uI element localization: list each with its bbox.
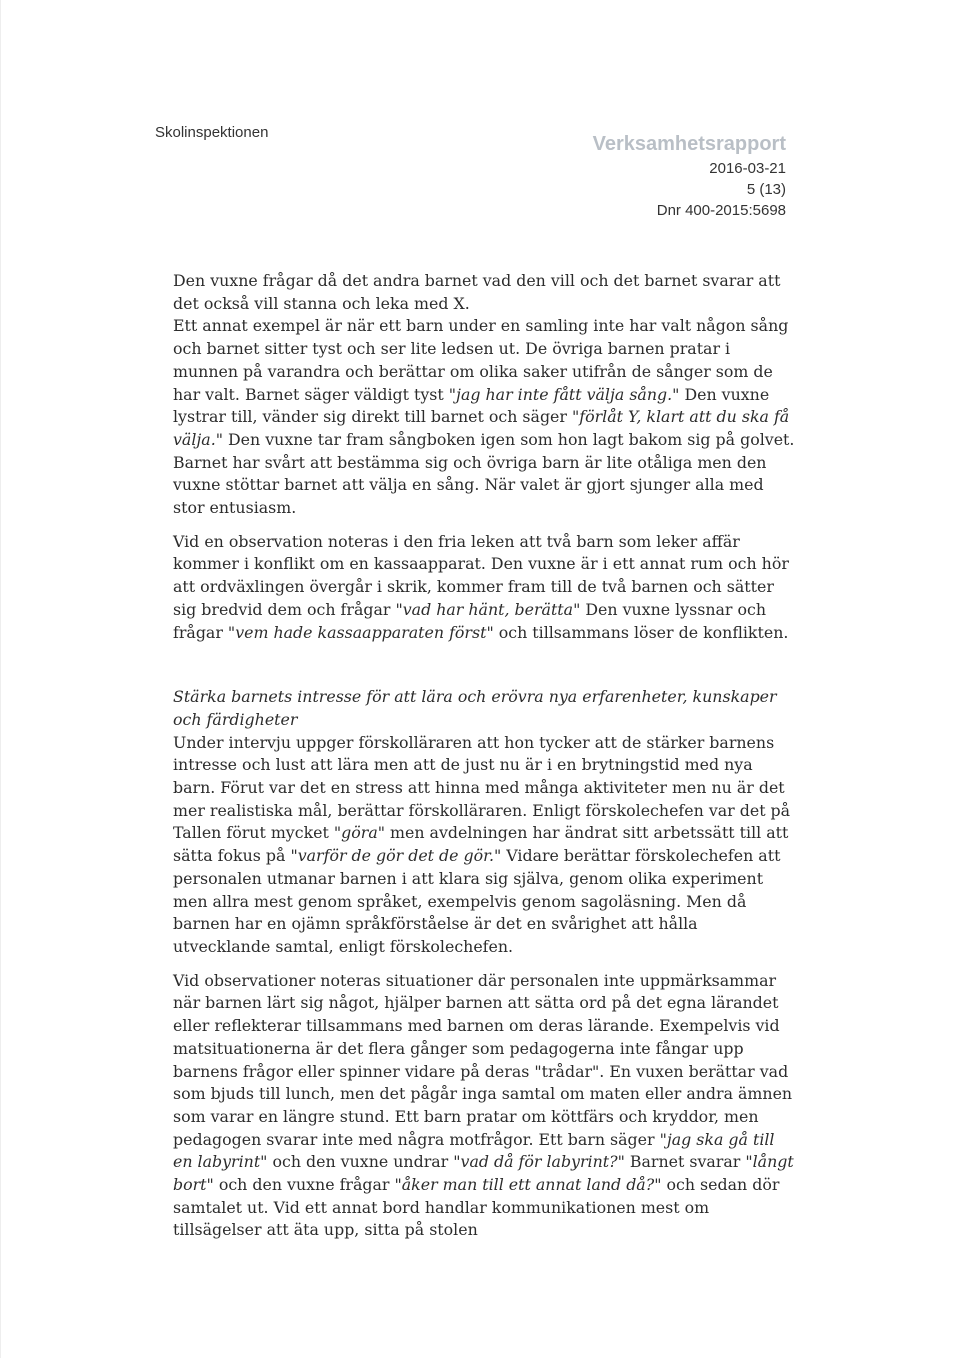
text-run: och sedan dör samtalet ut. Vid ett annat bord handlar kommunikationen mest om tillsägelser att äta upp, sitta på stolen	[173, 1175, 780, 1240]
quote: "göra"	[333, 823, 385, 843]
quote: "åker man till ett annat land då?"	[394, 1175, 662, 1195]
agency-name: Skolinspektionen	[155, 124, 269, 141]
text-run: Vid observationer noteras situationer där personalen inte uppmärksammar när barnen lärt sig något, hjälper barnen att sätta ord på det egna lärandet eller reflekterar tillsammans med barnen om deras lärande. Exempelvis vid matsituationerna är det flera gånger som pedagogerna inte fångar upp barnens frågor eller spinner vidare på deras "trådar". En vuxen berättar vad som bjuds till lunch, men det pågår inga samtal om maten eller andra ämnen som varar en längre stund. Ett barn pratar om köttfärs och kryddor, men pedagogen svarar inte med några motfrågor. Ett barn säger	[173, 970, 793, 1149]
quote: "vad då för labyrint?"	[453, 1152, 625, 1172]
quote: "förlåt Y, klart att du ska få välja."	[173, 407, 790, 449]
page-number: 5 (13)	[746, 181, 786, 198]
quote: "jag ska gå till en labyrint"	[173, 1129, 775, 1172]
document-date: 2016-03-21	[709, 160, 786, 177]
quote: "långt bort"	[173, 1152, 794, 1195]
text-run: Den vuxne lyssnar och frågar	[173, 599, 767, 642]
text-run: och den vuxne undrar	[267, 1152, 454, 1172]
document-title: Verksamhetsrapport	[592, 133, 786, 155]
quote: "varför de gör det de gör."	[290, 846, 502, 866]
document-header	[593, 130, 786, 221]
text-run: men avdelningen har ändrat sitt arbetssätt till att sätta fokus på	[173, 823, 789, 866]
paragraph-3	[173, 531, 795, 645]
paragraph-5	[173, 970, 795, 1242]
quote: "jag har inte fått välja sång."	[448, 384, 680, 404]
text-run: Under intervju uppger förskolläraren att hon tycker att de stärker barnens intresse och lust att lära men att de just nu är i en brytningstid med nya barn. Förut var det en stress att hinna med många aktiviteter men nu är det mer realistiska mål, berättar förskolläraren. Enligt förskolechefen var det på Tallen förut mycket	[173, 732, 791, 843]
quote: "vem hade kassaapparaten först"	[227, 622, 494, 642]
paragraph-1: Den vuxne frågar då det andra barnet vad den vill och det barnet svarar att det också vill stanna och leka med X.	[173, 271, 781, 313]
text-run: Vid en observation noteras i den fria leken att två barn som leker affär kommer i konflikt om en kassaapparat. Den vuxne är i ett annat rum och hör att ordväxlingen övergår i skrik, kommer fram till de två barnen och sätter sig bredvid dem och frågar	[173, 531, 789, 619]
text-run: och tillsammans löser de konflikten.	[493, 622, 789, 642]
quote: "vad har hänt, berätta"	[395, 599, 581, 619]
report-body	[173, 270, 795, 1253]
registration-number: Dnr 400-2015:5698	[656, 202, 786, 219]
text-run: Den vuxne lystrar till, vänder sig direkt till barnet och säger	[173, 384, 770, 427]
text-run: Den vuxne tar fram sångboken igen som hon lagt bakom sig på golvet. Barnet har svårt att bestämma sig och övriga barn är lite otåliga men den vuxne stöttar barnet att välja en sång. När valet är gjort sjunger alla med stor entusiasm.	[173, 429, 795, 518]
text-run: Barnet svarar	[624, 1152, 746, 1172]
paragraph-4	[173, 732, 795, 959]
text-run: Vidare berättar förskolechefen att personalen utmanar barnen i att klara sig själva, genom olika experiment men allra mest genom språket, exempelvis genom sagoläsning. Men då barnen har en ojämn språkförståelse är det en svårighet att hålla utvecklande samtal, enligt förskolechefen.	[173, 846, 781, 956]
paragraph-2	[173, 315, 795, 519]
text-run: Ett annat exempel är när ett barn under en samling inte har valt någon sång och barnet sitter tyst och ser lite ledsen ut. De övriga barnen pratar i munnen på varandra och berättar om olika saker utifrån de sånger som de har valt. Barnet säger väldigt tyst	[173, 316, 789, 404]
text-run: och den vuxne frågar	[213, 1175, 395, 1195]
section-heading: Stärka barnets intresse för att lära och erövra nya erfarenheter, kunskaper och färdigheter	[173, 687, 777, 729]
